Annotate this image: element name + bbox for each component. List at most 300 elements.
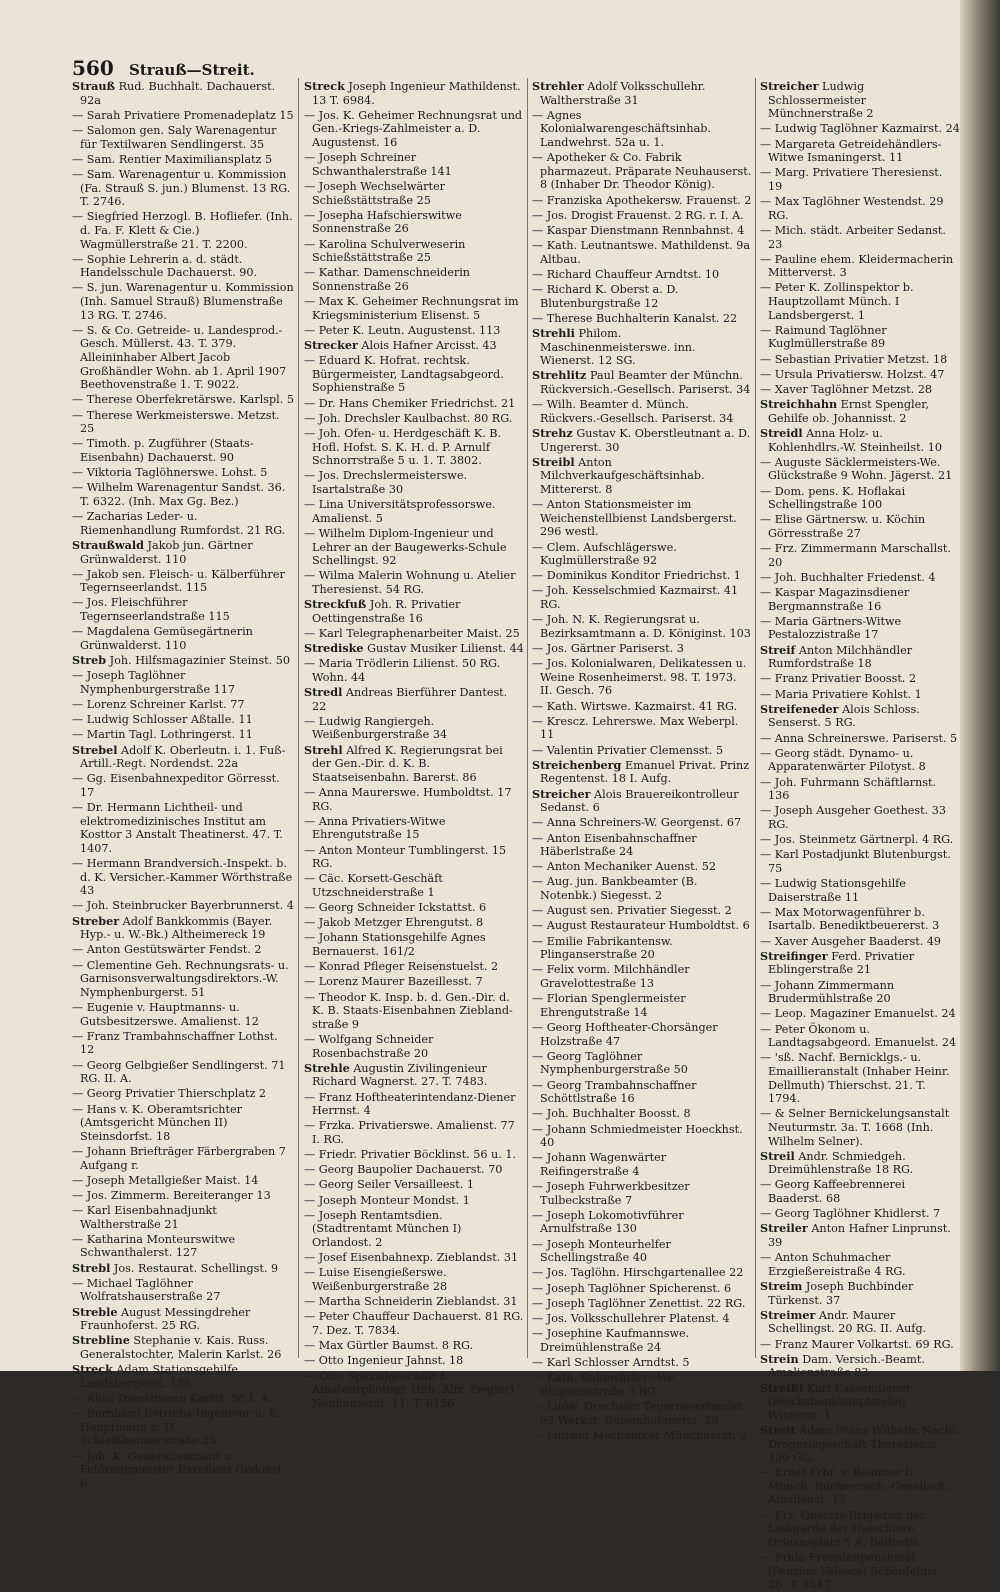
directory-entry	[760, 747, 960, 774]
directory-entry	[760, 383, 960, 397]
directory-entry	[304, 975, 524, 989]
directory-entry	[72, 728, 294, 742]
entry-name: — Joh.	[304, 426, 341, 440]
directory-entry	[532, 1371, 752, 1398]
directory-entry	[72, 713, 294, 727]
entry-name: — Florian	[532, 992, 588, 1006]
directory-entry	[760, 615, 960, 642]
entry-name: — Jos.	[532, 642, 568, 656]
entry-text: Kesselschmied Kazmairst. 41 RG.	[540, 584, 739, 612]
directory-entry	[304, 569, 524, 596]
entry-text: Dienstmann Rennbahnst. 4	[590, 223, 745, 237]
entry-name: Strehl	[304, 742, 343, 757]
entry-name: — Ernst	[760, 1466, 806, 1480]
directory-entry	[304, 80, 524, 107]
entry-name: — Eduard K.	[304, 354, 376, 368]
entry-text: Taglöhner Khidlerst. 7	[813, 1207, 941, 1221]
directory-entry	[760, 542, 960, 569]
column-rule	[527, 78, 528, 1358]
directory-entry	[532, 239, 752, 266]
directory-entry	[72, 168, 294, 209]
entry-text: Schreinerswe. Pariserst. 5	[807, 731, 958, 745]
entry-text: Fabrikantensw. Plinganserstraße 20	[540, 934, 673, 962]
entry-name: — Richard	[532, 267, 592, 281]
entry-text: Wechselwärter Schießstättstraße 25	[312, 179, 445, 207]
entry-name: — Ludwig	[760, 877, 817, 891]
entry-name: — Otto	[304, 1369, 344, 1383]
directory-entry	[304, 1310, 524, 1337]
directory-entry	[532, 312, 752, 326]
entry-name: — Kaspar	[760, 586, 815, 600]
directory-entry	[760, 398, 960, 425]
entry-name: — Zacharias	[72, 510, 143, 524]
entry-text: Anton Milchhändler Rumfordstraße 18	[768, 643, 913, 671]
entry-name: — Ursula	[760, 367, 813, 381]
entry-text: Bernickelungsanstalt Neuturmstr. 3a. T. 1668 (Inh. Wilhelm Selner).	[768, 1107, 950, 1148]
entry-name: Streber	[72, 913, 120, 928]
directory-entry	[760, 195, 960, 222]
entry-name: — Frz.	[760, 542, 798, 556]
entry-text: Adam Franz Wilhelm Nachf. Drogeriegeschäft Theresienst. 130 GG.	[768, 1423, 960, 1465]
entry-name: — S. & Co.	[72, 323, 134, 337]
entry-name: — Jakob	[72, 567, 119, 581]
entry-text: Warenagentur Sandst. 36. T. 6322. (Inh. Max Gg. Bez.)	[80, 481, 286, 508]
entry-name: — Emilie	[532, 934, 583, 948]
directory-entry	[532, 700, 752, 714]
directory-entry	[532, 1123, 752, 1150]
entry-text: Geheimer Rechnungsrat und Gen.-Kriegs-Zahlmeister a. D. Augustenst. 16	[312, 108, 523, 149]
entry-text: Lehrerswe. Max Weberpl. 11	[540, 714, 739, 742]
directory-entry	[532, 456, 752, 497]
directory-entry	[760, 1150, 960, 1177]
entry-text: p. Zugführer (Staats-Eisenbahn) Dachauerst. 90	[80, 437, 254, 464]
directory-entry	[304, 1033, 524, 1060]
entry-text: Warenagentur u. Kommission (Fa. Strauß S. jun.) Blumenst. 13 RG. T. 2746.	[80, 167, 291, 209]
entry-name: — Therese	[532, 311, 593, 325]
entry-name: — August	[532, 919, 587, 933]
directory-entry	[760, 1107, 960, 1148]
entry-text: Zimmerm. Bereiteranger 13	[110, 1188, 271, 1202]
directory-entry	[532, 992, 752, 1019]
directory-entry	[532, 1400, 752, 1427]
entry-text: v. Hauptmanns- u. Gutsbesitzerswe. Amalienst. 12	[80, 1001, 259, 1028]
directory-entry	[72, 1001, 294, 1028]
directory-entry	[532, 1312, 752, 1326]
directory-entry	[532, 657, 752, 698]
directory-entry	[532, 1021, 752, 1048]
entry-name: — Georg	[760, 1207, 810, 1221]
entry-name: — Lorenz	[72, 698, 126, 711]
entry-text: Privatiersw. Holzst. 47	[816, 367, 945, 381]
entry-text: Tagl. Lothringerst. 11	[129, 728, 253, 742]
entry-text: Spezialgeschäft f. Amateurphotogr. (Inh. Alfr. Ziegler) Neuhauserst. 11. T. 6156.	[312, 1369, 515, 1410]
directory-entry	[532, 1429, 752, 1443]
directory-entry	[304, 1266, 524, 1293]
entry-name: Streckfuß	[304, 597, 367, 612]
entry-name: — Joseph	[304, 151, 357, 165]
directory-entry	[760, 138, 960, 165]
directory-entry	[304, 1119, 524, 1146]
entry-text: Taglöhner Kuglmüllerstraße 89	[768, 323, 887, 351]
directory-entry	[72, 437, 294, 464]
entry-name: — Sophie	[72, 252, 126, 266]
entry-name: — Joh.	[760, 775, 797, 789]
entry-text: Betriebs-Ingenieur u. K. Hauptmann a. D. Schleißheimerstraße 25	[80, 1407, 281, 1448]
directory-entry	[760, 950, 960, 977]
entry-name: — Bernhard	[72, 1407, 141, 1421]
directory-entry	[304, 1062, 524, 1089]
entry-text: Hafschierswitwe Sonnenstraße 26	[312, 208, 462, 236]
entry-text: Briefträger Färbergraben 7 Aufgang r.	[80, 1144, 286, 1172]
entry-text: K. Oberst a. D. Blutenburgstraße 12	[540, 283, 679, 310]
directory-entry	[760, 1551, 960, 1592]
entry-name: — Jos.	[532, 657, 568, 671]
directory-entry	[760, 1353, 960, 1380]
entry-text: Taglöhner Spicherenst. 6	[588, 1281, 732, 1295]
entry-name: — Marg.	[760, 166, 809, 180]
directory-column-3	[532, 79, 752, 1442]
entry-name: — Joseph	[532, 1180, 585, 1194]
entry-name: — Cäc.	[304, 872, 344, 886]
entry-name: — Ludwig	[72, 713, 129, 727]
entry-name: — Joh.	[532, 1107, 569, 1121]
directory-entry	[760, 1280, 960, 1307]
entry-text: Taglöhner Nymphenburgerstraße 50	[540, 1049, 688, 1077]
entry-name: — Jakob	[304, 916, 351, 930]
entry-name: — Dr. Hans	[304, 396, 369, 410]
entry-text: Adolf K. Oberleutn. i. 1. Fuß-Artill.-Regt. Nordendst. 22a	[80, 743, 286, 771]
entry-name: — Siegfried	[72, 210, 139, 224]
entry-text: Alois Brauereikontrolleur Sedanst. 6	[540, 787, 739, 815]
directory-entry	[72, 510, 294, 537]
directory-entry	[304, 1339, 524, 1353]
entry-text: Obersts-Brigadier der Leibgarde der Hatschiere Orleansplatz 5 A. Belfortst.	[768, 1508, 926, 1549]
entry-text: Schneider Ickstattst. 6	[357, 901, 487, 915]
entry-name: — Joseph	[72, 669, 125, 683]
entry-name: — Maria	[760, 614, 809, 628]
entry-text: Ludwig Schlossermeister Münchnerstraße 2	[768, 80, 874, 121]
entry-text: Metzger Ehrengutst. 8	[354, 916, 484, 930]
entry-name: Strehz	[532, 425, 573, 440]
column-rule	[755, 78, 756, 1358]
directory-entry	[304, 295, 524, 322]
entry-name: — Josephine	[532, 1327, 603, 1341]
directory-entry	[532, 1282, 752, 1296]
entry-name: Streil	[760, 1148, 795, 1163]
entry-name: — Georg	[72, 1087, 122, 1101]
entry-text: Säcklermeisters-We. Glückstraße 9 Wohn. Jägerst. 21	[768, 455, 953, 483]
directory-entry	[532, 744, 752, 758]
entry-text: gen. Saly Warenagentur für Textilwaren Sendlingerst. 35	[80, 123, 277, 151]
entry-name: — Xaver	[760, 383, 808, 396]
directory-entry	[304, 354, 524, 395]
directory-entry	[532, 283, 752, 310]
entry-name: — Jos.	[760, 833, 796, 847]
directory-entry	[760, 1338, 960, 1352]
entry-text: Frhr. v. Beamter b. Münch. Rückversich.-Gesellsch. Amalienst. 12	[768, 1466, 950, 1507]
directory-entry	[304, 657, 524, 684]
entry-text: Joseph Ingenieur Mathildenst. 13 T. 6984.	[312, 80, 521, 107]
entry-text: Lokomotivführer Arnulfstraße 130	[540, 1208, 684, 1236]
directory-entry	[304, 642, 524, 656]
entry-text: Alfred K. Regierungsrat bei der Gen.-Dir. d. K. B. Staatseisenbahn. Barerst. 86	[312, 743, 503, 784]
directory-entry	[304, 598, 524, 625]
entry-text: Drechsler Kaulbachst. 80 RG.	[344, 411, 513, 425]
entry-name: — Martha	[304, 1295, 361, 1309]
entry-text: Volksschullehrer Platenst. 4	[570, 1311, 730, 1325]
entry-name: — Georg	[532, 1078, 582, 1092]
directory-entry	[532, 860, 752, 874]
directory-entry	[304, 339, 524, 353]
entry-text: Rentamtsdien. (Stadtrentamt München I) Orlandost. 2	[312, 1208, 462, 1250]
entry-name: — Ludwig	[532, 1428, 589, 1442]
directory-entry	[72, 596, 294, 623]
entry-text: Schneider Rosenbachstraße 20	[312, 1032, 434, 1060]
entry-text: Stationsgehilfe Daiserstraße 11	[768, 877, 906, 904]
entry-name: — Anna	[304, 814, 348, 828]
entry-text: Steinmetz Gärtnerpl. 4 RG.	[798, 833, 954, 847]
entry-text: Wagenwärter Reifingerstraße 4	[540, 1151, 667, 1178]
entry-name: Strehlitz	[532, 368, 587, 383]
entry-name: Streck	[304, 79, 345, 93]
entry-name: — Peter	[760, 1022, 805, 1036]
directory-entry	[532, 584, 752, 611]
entry-text: Chauffeur Arndtst. 10	[594, 267, 720, 281]
entry-text: Kolonialwarengeschäftsinhab. Landwehrst. 52a u. 1.	[540, 122, 711, 149]
entry-name: — Joseph	[532, 1281, 585, 1295]
entry-name: — Anton	[532, 860, 581, 874]
entry-text: Privatiere Theresienst. 19	[768, 166, 943, 193]
directory-entry	[760, 122, 960, 136]
entry-name: — Wilh.	[532, 398, 576, 412]
entry-name: — Auguste	[760, 455, 822, 469]
entry-text: Andreas Bierführer Dantest. 22	[312, 686, 508, 713]
entry-name: — Valentin	[532, 743, 594, 757]
entry-text: Telegraphenarbeiter Maist. 25	[346, 626, 520, 640]
entry-text: Trödlerin Lilienst. 50 RG. Wohn. 44	[312, 657, 501, 684]
entry-text: Joh. Hilfsmagazinier Steinst. 50	[109, 654, 291, 668]
entry-text: sen. Fleisch- u. Kälberführer Tegernseerlandst. 115	[80, 567, 285, 595]
directory-entry	[532, 1356, 752, 1370]
directory-entry	[72, 698, 294, 712]
entry-text: Maurer Volkartst. 69 RG.	[811, 1337, 954, 1351]
entry-text: Geheimer Rechnungsrat im Kriegsministerium Elisenst. 5	[312, 295, 519, 322]
directory-entry	[72, 1030, 294, 1057]
entry-name: Streifinger	[760, 948, 828, 963]
entry-name: Streim	[760, 1279, 803, 1293]
entry-name: — Salomon	[72, 123, 136, 137]
entry-name: — Elise	[760, 513, 803, 527]
directory-column-1	[72, 79, 294, 1490]
entry-text: Privatiere Kohlst. 1	[812, 687, 922, 701]
entry-text: Monteurswitwe Schwanthalerst. 127	[80, 1232, 236, 1260]
directory-entry	[72, 1059, 294, 1086]
entry-name: Streb	[72, 653, 107, 668]
entry-name: — Ludwig	[760, 122, 817, 136]
directory-entry	[532, 569, 752, 583]
entry-name: — Richard	[532, 283, 592, 297]
entry-text: Mechaniker Münchnerst. 2	[592, 1428, 747, 1442]
directory-entry	[532, 963, 752, 990]
entry-name: — Theodor	[304, 990, 367, 1004]
entry-text: Taglöhner Westendst. 29 RG.	[768, 195, 944, 222]
directory-entry	[532, 919, 752, 933]
directory-entry	[760, 253, 960, 280]
directory-entry	[760, 80, 960, 121]
entry-text: & Co. Fabrik pharmazeut. Präparate Neuhauserst. 8 (Inhaber Dr. Theodor König).	[540, 151, 752, 192]
directory-entry	[532, 398, 752, 425]
entry-name: — Alois	[72, 1391, 115, 1405]
directory-entry	[760, 1178, 960, 1205]
entry-text: Leder- u. Riemenhandlung Rumfordst. 21 RG.	[80, 510, 286, 537]
entry-text: Regierungsrat u. Bezirksamtmann a. D. Königinst. 103	[540, 613, 751, 640]
entry-name: — Gg.	[72, 772, 107, 786]
entry-name: — Johann	[304, 931, 359, 945]
directory-entry	[760, 281, 960, 322]
entry-name: — Aug.	[532, 875, 573, 889]
entry-text: Chauffeur Dachauerst. 81 RG. 7. Dez. T. 7834.	[312, 1310, 524, 1337]
entry-text: Taglöhner Zenettist. 22 RG.	[588, 1296, 746, 1310]
entry-name: — Anton	[532, 498, 581, 512]
entry-text: Stationsmeister im Weichenstellbienst Landsbergerst. 296 westl.	[540, 498, 737, 539]
entry-name: — Kaspar	[532, 223, 587, 237]
entry-name: Streichhahn	[760, 397, 838, 412]
entry-text: pens. K. Hoflakai Schellingstraße 100	[768, 484, 906, 512]
entry-text: Pfleger Reisenstuelst. 2	[363, 960, 499, 974]
directory-entry	[72, 281, 294, 322]
entry-text: Anton Hafner Linprunst. 39	[768, 1222, 951, 1250]
entry-name: — Karl	[72, 1204, 111, 1218]
directory-entry	[760, 513, 960, 540]
directory-entry	[304, 427, 524, 468]
entry-name: — Eugenie	[72, 1001, 134, 1014]
entry-name: Streble	[72, 1304, 118, 1319]
entry-text: Spenglermeister Ehrengutstraße 14	[540, 992, 686, 1019]
directory-entry	[72, 210, 294, 251]
entry-name: — Maria	[304, 657, 353, 671]
entry-text: Zollinspektor b. Hauptzollamt Münch. I Landsbergerst. 1	[768, 281, 914, 322]
directory-entry	[72, 1145, 294, 1172]
entry-text: Rentier Maximiliansplatz 5	[118, 152, 273, 166]
directory-entry	[760, 1509, 960, 1550]
entry-name: — Joseph	[532, 1208, 585, 1222]
entry-text: Maurer Bazeillesst. 7	[361, 975, 483, 989]
entry-text: ehem. Kleidermacherin Mitterverst. 3	[768, 252, 954, 280]
entry-name: — Krescz.	[532, 714, 589, 728]
entry-text: Kolonialwaren, Delikatessen u. Weine Rosenheimerst. 98. T. 1973. II. Gesch. 76	[540, 657, 747, 698]
entry-name: — Friedr.	[304, 1148, 357, 1162]
entry-text: Adam Stationsgehilfe Landsbergerst. 136	[80, 1363, 238, 1390]
entry-text: Leutnantswe. Mathildenst. 9a Altbau.	[540, 239, 751, 266]
entry-name: — Kathar.	[304, 266, 360, 280]
entry-text: Drechslermeisterswe. Isartalstraße 30	[312, 469, 468, 496]
entry-text: Herzogl. B. Hofliefer. (Inh. d. Fa. F. Klett & Cie.) Wagmüllerstraße 21. T. 2200.	[80, 210, 293, 251]
directory-entry	[72, 654, 294, 668]
entry-text: Privatiers-Witwe Ehrengutstraße 15	[312, 814, 446, 842]
directory-entry	[532, 109, 752, 150]
entry-name: — Kath.	[532, 699, 578, 713]
entry-text: Hoftheaterintendanz-Diener Herrnst. 4	[312, 1090, 516, 1118]
entry-text: städt. Arbeiter Sedanst. 23	[768, 223, 946, 251]
directory-entry	[304, 1295, 524, 1309]
entry-name: — Wilma	[304, 569, 355, 583]
entry-name: — Georg	[304, 1163, 354, 1177]
directory-entry	[72, 1334, 294, 1361]
entry-name: — Frzka.	[304, 1119, 355, 1133]
directory-entry	[72, 1103, 294, 1144]
entry-text: Kaffeebrennerei Baaderst. 68	[768, 1178, 906, 1206]
entry-text: Korsett-Geschäft Utzschneiderstraße 1	[312, 872, 443, 899]
entry-text: Brandversich.-Inspekt. b. d. K. Versicher.-Kammer Wörthstraße 43	[80, 857, 293, 898]
entry-name: — Anton	[532, 831, 581, 845]
entry-name: Streidl	[760, 425, 803, 440]
entry-name: — Clem.	[532, 540, 580, 554]
directory-entry	[532, 498, 752, 539]
directory-entry	[304, 266, 524, 293]
entry-name: — Wolfgang	[304, 1032, 373, 1046]
directory-entry	[72, 625, 294, 652]
entry-text: Monteur Mondst. 1	[360, 1193, 470, 1207]
entry-name: — Michael	[72, 1276, 133, 1290]
entry-text: vorm. Milchhändler Gravelottestraße 13	[540, 963, 690, 990]
directory-entry	[760, 586, 960, 613]
directory-entry	[304, 412, 524, 426]
directory-entry	[304, 527, 524, 568]
directory-entry	[304, 209, 524, 236]
entry-name: — Therese	[72, 393, 133, 407]
directory-entry	[532, 541, 752, 568]
entry-name: — Jos.	[532, 1266, 568, 1280]
directory-entry	[304, 686, 524, 713]
entry-text: Schlosser Aßtalle. 11	[132, 713, 253, 727]
entry-name: — Joseph	[72, 1173, 125, 1187]
entry-text: Andr. Maurer Schellingst. 20 RG. II. Aufg.	[768, 1308, 927, 1336]
directory-entry	[760, 1207, 960, 1221]
entry-name: — Karl	[760, 848, 799, 862]
entry-text: Schneiderin Zieblandst. 31	[364, 1295, 518, 1309]
directory-entry	[72, 109, 294, 123]
directory-entry	[72, 1363, 294, 1390]
directory-entry	[532, 816, 752, 830]
entry-name: — Kath.	[532, 239, 578, 253]
entry-name: — Sam.	[72, 152, 116, 166]
entry-name: — & Selner	[760, 1107, 826, 1121]
entry-name: — Anton	[72, 943, 121, 957]
entry-text: Eisenbahnexp. Zieblandst. 31	[350, 1251, 519, 1265]
directory-entry	[760, 1007, 960, 1021]
entry-name: — Jos. K.	[304, 108, 355, 122]
entry-name: — Ludwig	[304, 714, 361, 728]
entry-text: Gürtler Baumst. 8 RG.	[346, 1339, 474, 1353]
entry-name: — Karl	[304, 626, 343, 640]
directory-entry	[72, 1233, 294, 1260]
entry-name: — Lorenz	[304, 975, 358, 989]
entry-text: Hoftheater-Chorsänger Holzstraße 47	[540, 1020, 718, 1048]
entry-text: Konditor Friedrichst. 1	[610, 569, 741, 583]
entry-text: Ausgeher Baaderst. 49	[811, 934, 942, 948]
directory-entry	[72, 772, 294, 799]
directory-entry	[760, 324, 960, 351]
entry-name: Streichenberg	[532, 757, 622, 772]
directory-entry	[532, 1297, 752, 1311]
directory-entry	[532, 427, 752, 454]
entry-text: Eisengießerswe. Weißenburgerstraße 28	[312, 1266, 448, 1293]
directory-entry	[532, 1050, 752, 1077]
entry-text: Buchhalter Boosst. 8	[572, 1107, 691, 1121]
directory-entry	[532, 759, 752, 786]
entry-text: sen. Privatier Siegesst. 2	[590, 904, 732, 918]
entry-text: Eisenbahnadjunkt Waltherstraße 21	[80, 1204, 217, 1231]
